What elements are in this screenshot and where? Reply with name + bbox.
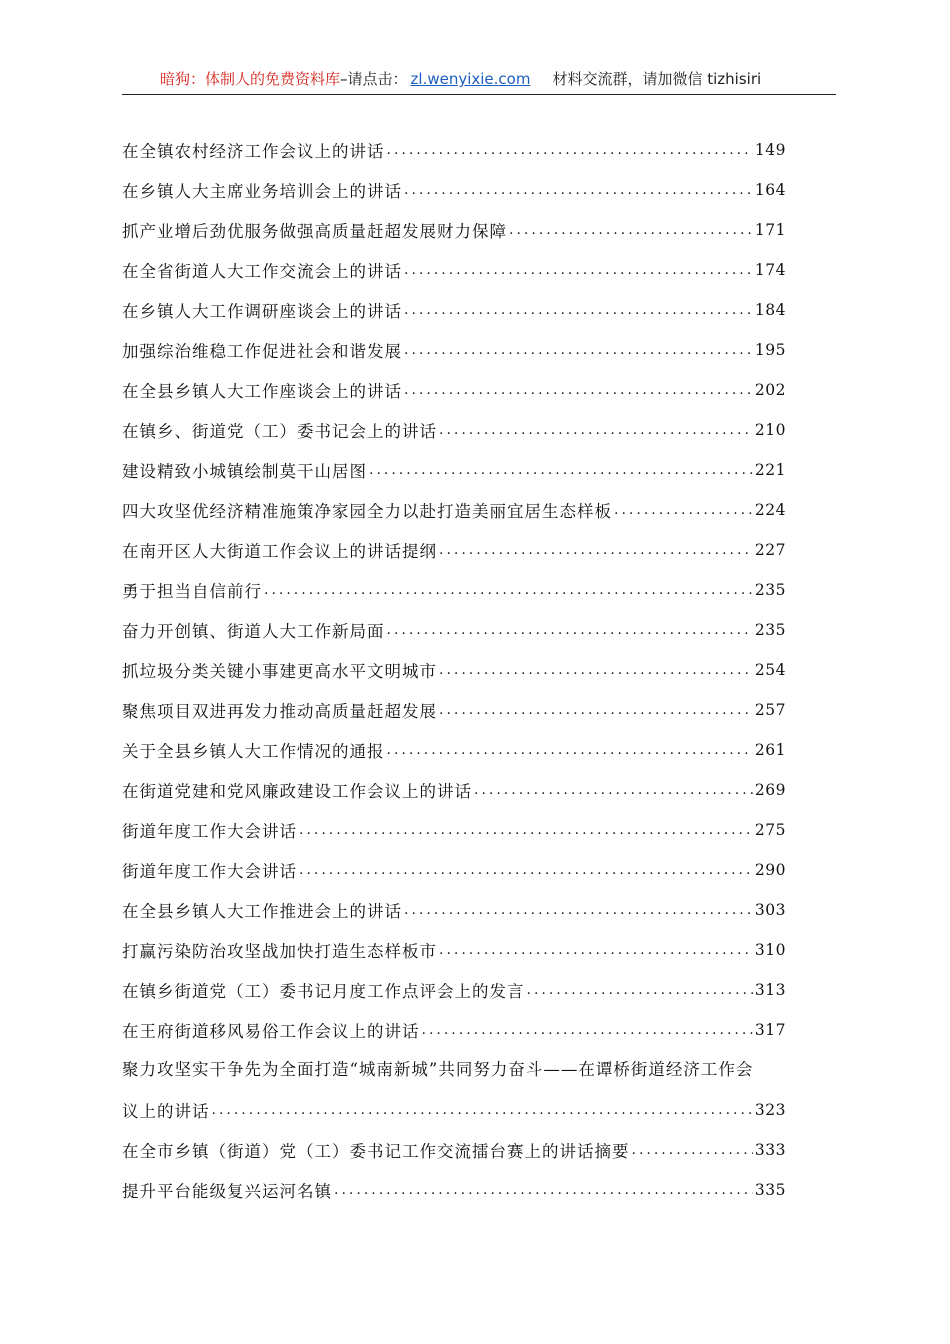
toc-entry-page: 195 — [754, 341, 786, 359]
toc-entry-title: 奋力开创镇、街道人大工作新局面 — [122, 622, 385, 641]
toc-entry-page: 261 — [754, 741, 786, 759]
toc-entry[interactable] — [122, 290, 786, 330]
toc-leader-dots — [422, 1020, 753, 1040]
toc-entry-title: 在镇乡、街道党（工）委书记会上的讲话 — [122, 422, 437, 441]
toc-leader-dots — [299, 860, 753, 880]
toc-leader-dots — [439, 420, 753, 440]
toc-leader-dots — [614, 500, 753, 520]
toc-entry-page: 171 — [754, 221, 786, 239]
header-wechat-note: 材料交流群，请加微信 tizhisiri — [552, 70, 762, 88]
toc-leader-dots — [404, 380, 753, 400]
toc-entry-title: 抓产业增后劲优服务做强高质量赶超发展财力保障 — [122, 222, 507, 241]
toc-entry-title: 四大攻坚优经济精准施策净家园全力以赴打造美丽宜居生态样板 — [122, 502, 612, 521]
toc-entry[interactable] — [122, 810, 786, 850]
toc-entry-page: 254 — [754, 661, 786, 679]
toc-entry[interactable] — [122, 490, 786, 530]
toc-entry-page: 269 — [754, 781, 786, 799]
toc-entry-page: 164 — [754, 181, 786, 199]
toc-entry[interactable] — [122, 690, 786, 730]
toc-entry-page: 235 — [754, 581, 786, 599]
toc-entry-title: 在街道党建和党风廉政建设工作会议上的讲话 — [122, 782, 472, 801]
toc-leader-dots — [404, 260, 753, 280]
toc-entry-page: 310 — [754, 941, 786, 959]
toc-entry-page: 290 — [754, 861, 786, 879]
header-site-name: 暗狗：体制人的免费资料库 — [160, 70, 341, 88]
toc-entry-page: 313 — [754, 981, 786, 999]
toc-entry[interactable] — [122, 410, 786, 450]
toc-entry-page: 323 — [754, 1101, 786, 1119]
toc-entry[interactable] — [122, 730, 786, 770]
toc-entry[interactable] — [122, 370, 786, 410]
toc-entry-title: 在全镇农村经济工作会议上的讲话 — [122, 142, 385, 161]
toc-entry-page: 227 — [754, 541, 786, 559]
toc-entry[interactable] — [122, 850, 786, 890]
toc-entry-title: 在全省街道人大工作交流会上的讲话 — [122, 262, 402, 281]
toc-entry-wrapped-line[interactable] — [122, 1050, 838, 1090]
toc-entry-page: 333 — [754, 1141, 786, 1159]
toc-entry-page: 257 — [754, 701, 786, 719]
toc-entry[interactable] — [122, 130, 786, 170]
toc-leader-dots — [439, 940, 753, 960]
toc-entry-page: 221 — [754, 461, 786, 479]
toc-entry-title: 在乡镇人大工作调研座谈会上的讲话 — [122, 302, 402, 321]
page-header — [122, 66, 836, 95]
toc-entry[interactable] — [122, 570, 786, 610]
toc-entry-page: 275 — [754, 821, 786, 839]
toc-leader-dots — [387, 620, 753, 640]
header-click-prompt: –请点击： — [340, 70, 408, 88]
toc-entry-page: 202 — [754, 381, 786, 399]
toc-entry-title: 在王府街道移风易俗工作会议上的讲话 — [122, 1022, 420, 1041]
toc-leader-dots — [439, 540, 753, 560]
toc-entry-page: 174 — [754, 261, 786, 279]
toc-entry[interactable] — [122, 250, 786, 290]
toc-leader-dots — [334, 1180, 753, 1200]
toc-entry[interactable] — [122, 970, 786, 1010]
toc-entry[interactable] — [122, 770, 786, 810]
toc-entry-title: 街道年度工作大会讲话 — [122, 862, 297, 881]
toc-entry-title: 聚焦项目双进再发力推动高质量赶超发展 — [122, 702, 437, 721]
toc-entry[interactable] — [122, 930, 786, 970]
toc-entry-title: 抓垃圾分类关键小事建更高水平文明城市 — [122, 662, 437, 681]
table-of-contents — [122, 130, 786, 1210]
toc-leader-dots — [212, 1100, 753, 1120]
toc-entry-title: 在全市乡镇（街道）党（工）委书记工作交流擂台赛上的讲话摘要 — [122, 1142, 630, 1161]
toc-entry-title-continuation: 议上的讲话 — [122, 1102, 210, 1121]
toc-entry-page: 210 — [754, 421, 786, 439]
toc-entry-title: 在南开区人大街道工作会议上的讲话提纲 — [122, 542, 437, 561]
toc-entry[interactable] — [122, 170, 786, 210]
toc-entry-title: 提升平台能级复兴运河名镇 — [122, 1182, 332, 1201]
header-link[interactable]: zl.wenyixie.com — [410, 70, 531, 88]
toc-leader-dots — [509, 220, 753, 240]
toc-entry-title: 勇于担当自信前行 — [122, 582, 262, 601]
toc-entry[interactable] — [122, 1170, 786, 1210]
toc-entry-page: 317 — [754, 1021, 786, 1039]
toc-leader-dots — [439, 660, 753, 680]
toc-leader-dots — [527, 980, 753, 1000]
toc-entry-title: 在全县乡镇人大工作推进会上的讲话 — [122, 902, 402, 921]
toc-leader-dots — [404, 300, 753, 320]
toc-leader-dots — [387, 140, 753, 160]
toc-entry[interactable] — [122, 1090, 786, 1130]
toc-leader-dots — [404, 340, 753, 360]
toc-entry-title: 加强综治维稳工作促进社会和谐发展 — [122, 342, 402, 361]
toc-entry[interactable] — [122, 530, 786, 570]
toc-entry-page: 149 — [754, 141, 786, 159]
toc-leader-dots — [439, 700, 753, 720]
toc-leader-dots — [474, 780, 753, 800]
toc-entry[interactable] — [122, 210, 786, 250]
toc-entry-title: 打赢污染防治攻坚战加快打造生态样板市 — [122, 942, 437, 961]
toc-entry-page: 303 — [754, 901, 786, 919]
toc-leader-dots — [387, 740, 753, 760]
toc-entry-page: 235 — [754, 621, 786, 639]
toc-entry-title: 在乡镇人大主席业务培训会上的讲话 — [122, 182, 402, 201]
toc-entry-title: 关于全县乡镇人大工作情况的通报 — [122, 742, 385, 761]
toc-entry[interactable] — [122, 650, 786, 690]
toc-entry-page: 335 — [754, 1181, 786, 1199]
toc-entry-page: 184 — [754, 301, 786, 319]
toc-entry-title: 建设精致小城镇绘制莫干山居图 — [122, 462, 367, 481]
toc-entry[interactable] — [122, 1130, 786, 1170]
toc-leader-dots — [369, 460, 753, 480]
toc-entry[interactable] — [122, 1010, 786, 1050]
toc-entry-title: 街道年度工作大会讲话 — [122, 822, 297, 841]
toc-entry-title: 聚力攻坚实干争先为全面打造“城南新城”共同努力奋斗——在谭桥街道经济工作会 — [122, 1060, 754, 1079]
toc-entry[interactable] — [122, 610, 786, 650]
toc-entry[interactable] — [122, 330, 786, 370]
toc-leader-dots — [404, 900, 753, 920]
toc-leader-dots — [632, 1140, 753, 1160]
toc-entry-title: 在全县乡镇人大工作座谈会上的讲话 — [122, 382, 402, 401]
toc-leader-dots — [404, 180, 753, 200]
toc-leader-dots — [299, 820, 753, 840]
toc-entry-page: 224 — [754, 501, 786, 519]
toc-entry[interactable] — [122, 890, 786, 930]
toc-entry[interactable] — [122, 450, 786, 490]
toc-leader-dots — [264, 580, 753, 600]
toc-entry-title: 在镇乡街道党（工）委书记月度工作点评会上的发言 — [122, 982, 525, 1001]
